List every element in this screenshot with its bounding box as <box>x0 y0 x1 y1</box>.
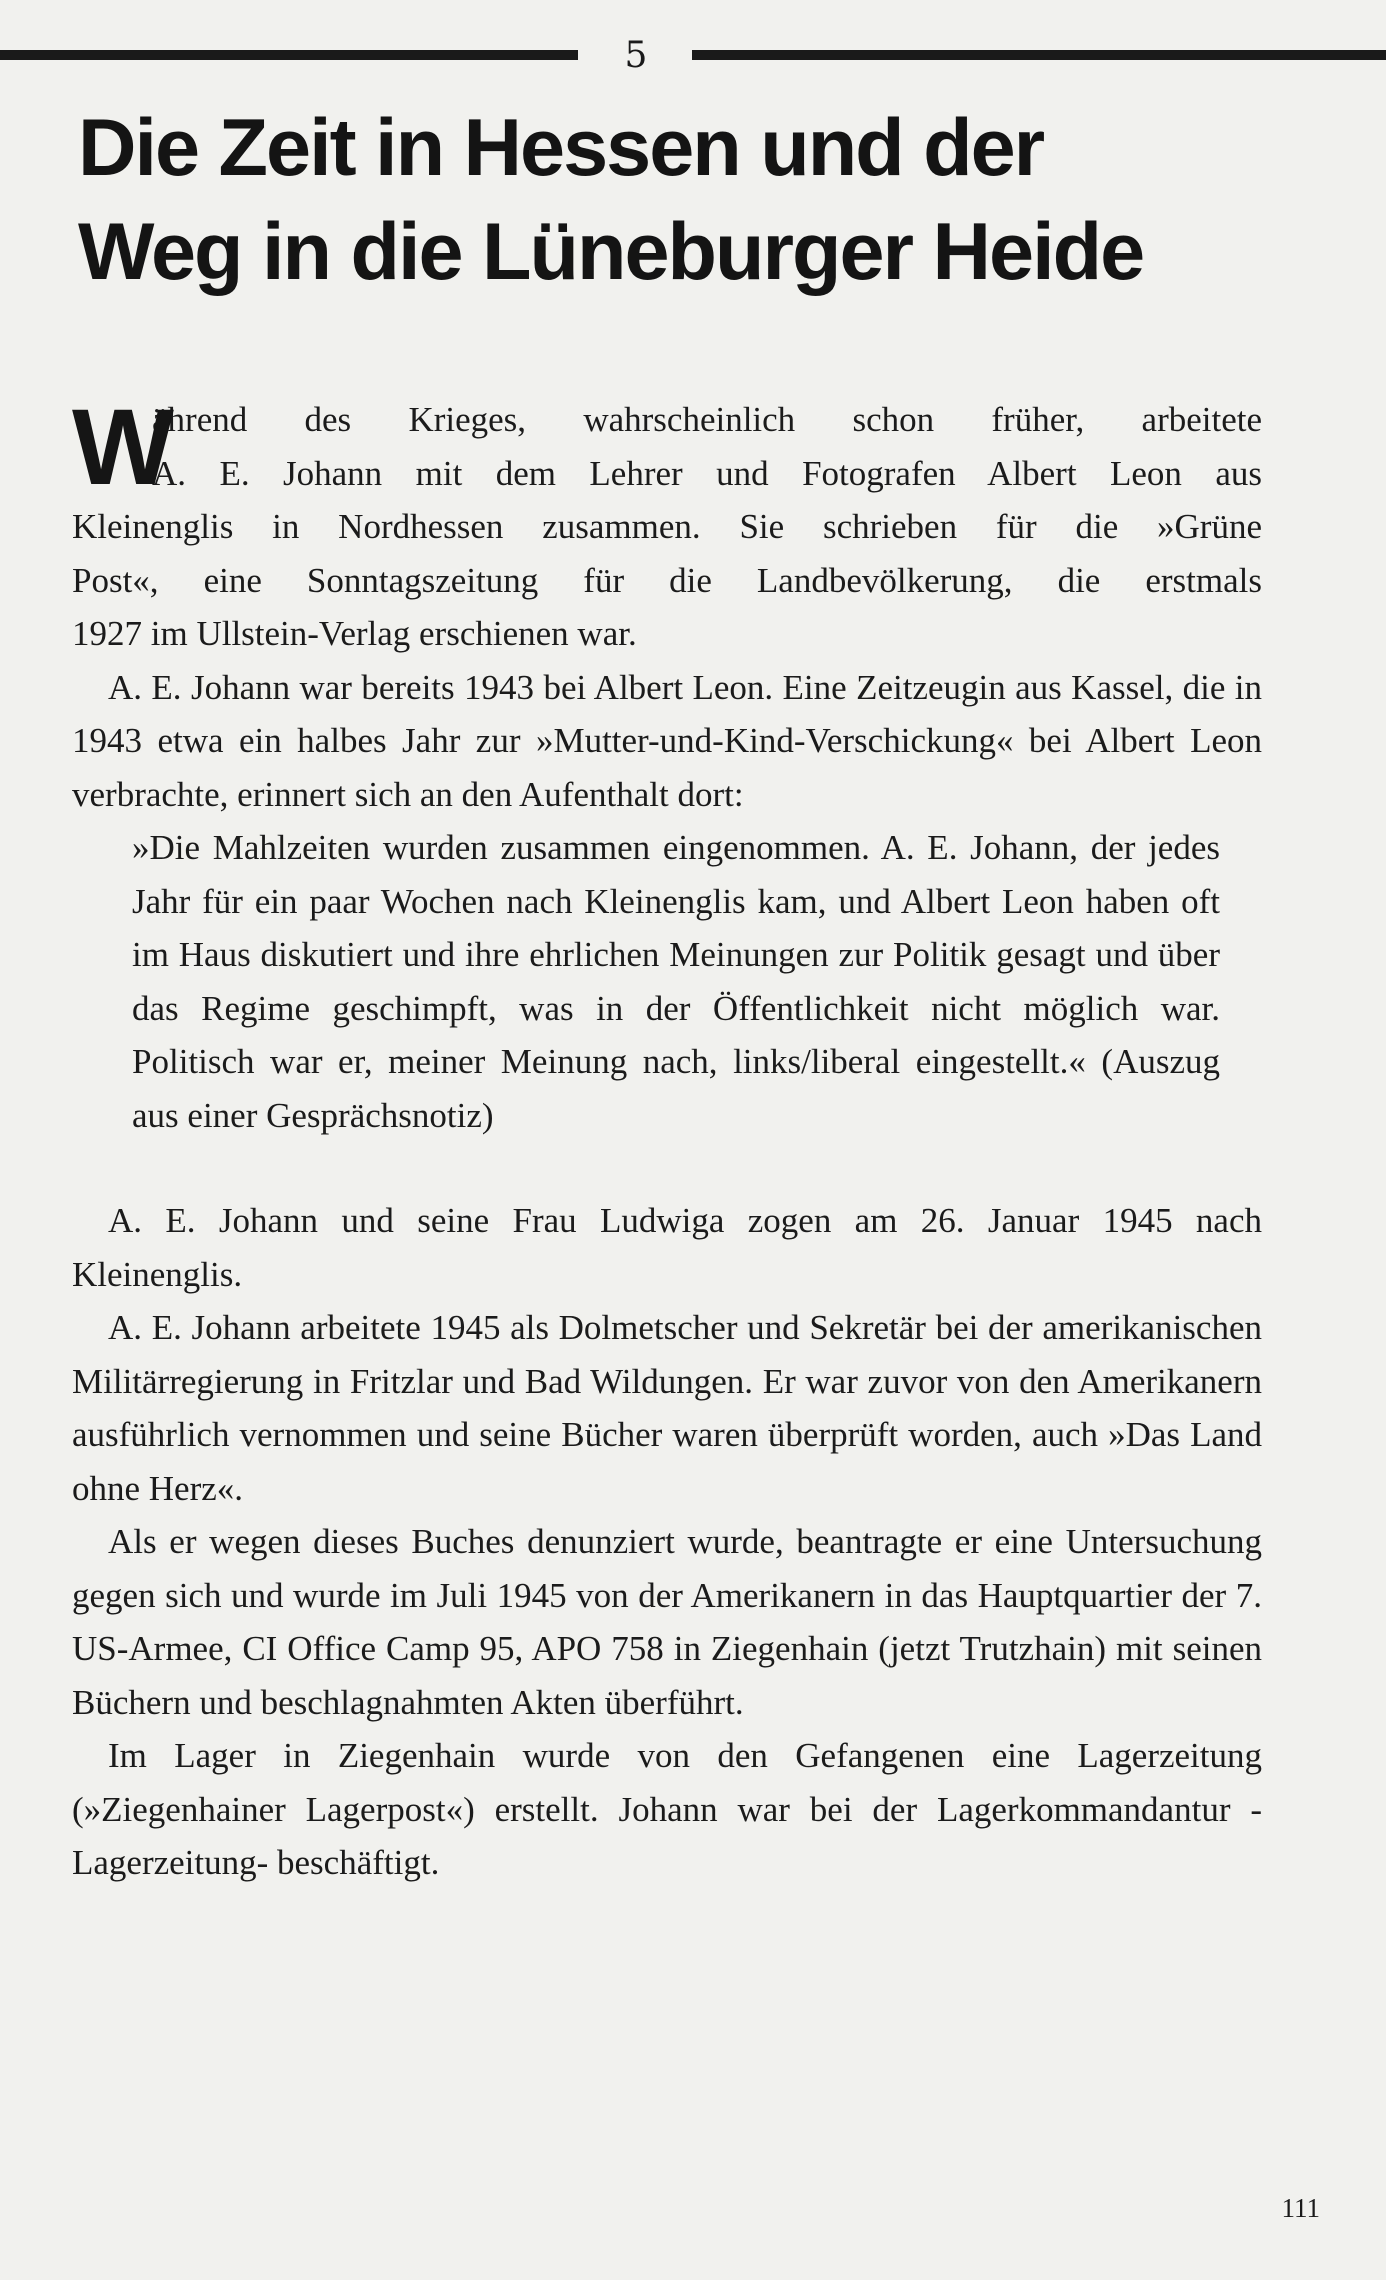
chapter-number: 5 <box>624 35 648 76</box>
chapter-title-line-1: Die Zeit in Hessen und der <box>78 103 1044 193</box>
paragraph-4: A. E. Johann arbeitete 1945 als Dolmetscher und Sekretär bei der amerikanischen Militärregierung in Fritzlar und Bad Wildungen. Er war zuvor von den Amerikanern ausführlich vernommen und seine Bücher waren überprüft worden, auch »Das Land ohne Herz«. <box>72 1308 1262 1508</box>
paragraph-spacer <box>72 1142 1262 1194</box>
body-text <box>72 386 1262 1890</box>
paragraph-6: Im Lager in Ziegenhain wurde von den Gefangenen eine Lagerzeitung (»Ziegenhainer Lagerpost«) erstellt. Johann war bei der Lagerkommandantur -Lagerzeitung- beschäftigt. <box>72 1736 1262 1882</box>
paragraph-1-line-4: Post«, eine Sonntagszeitung für die Landbevölkerung, die erstmals <box>72 560 1262 600</box>
block-quote: »Die Mahlzeiten wurden zusammen eingenommen. A. E. Johann, der jedes Jahr für ein paar Wochen nach Kleinenglis kam, und Albert Leon haben oft im Haus diskutiert und ihre ehrlichen Meinungen zur Politik gesagt und über das Regime geschimpft, was in der Öffentlichkeit nicht möglich war. Politisch war er, meiner Meinung nach, links/liberal eingestellt.« (Auszug aus einer Gesprächsnotiz) <box>132 828 1220 1135</box>
chapter-title <box>78 96 1318 304</box>
drop-cap: W <box>72 386 174 507</box>
header-rule-left <box>0 50 578 60</box>
paragraph-3: A. E. Johann und seine Frau Ludwiga zogen am 26. Januar 1945 nach Kleinenglis. <box>72 1201 1262 1294</box>
paragraph-1-line-1: ährend des Krieges, wahrscheinlich schon früher, arbeitete <box>152 400 1262 439</box>
paragraph-1-line-5: 1927 im Ullstein-Verlag erschienen war. <box>72 614 637 653</box>
paragraph-1 <box>72 386 1262 661</box>
paragraph-1-line-3: Kleinenglis in Nordhessen zusammen. Sie schrieben für die »Grüne <box>72 507 1262 546</box>
paragraph-5: Als er wegen dieses Buches denunziert wurde, beantragte er eine Untersuchung gegen sich und wurde im Juli 1945 von der Amerikanern in das Hauptquartier der 7. US-Armee, CI Office Camp 95, APO 758 in Ziegenhain (jetzt Trutzhain) mit seinen Büchern und beschlagnahmten Akten überführt. <box>72 1522 1262 1722</box>
chapter-title-line-2: Weg in die Lüneburger Heide <box>78 207 1144 297</box>
header-rule-right <box>692 50 1386 60</box>
page-number: 111 <box>1281 2193 1320 2223</box>
paragraph-2: A. E. Johann war bereits 1943 bei Albert Leon. Eine Zeitzeugin aus Kassel, die in 1943 etwa ein halbes Jahr zur »Mutter-und-Kind-Verschickung« bei Albert Leon verbrachte, erinnert sich an den Aufenthalt dort: <box>72 667 1262 814</box>
paragraph-1-line-2: A. E. Johann mit dem Lehrer und Fotografen Albert Leon aus <box>152 453 1262 493</box>
